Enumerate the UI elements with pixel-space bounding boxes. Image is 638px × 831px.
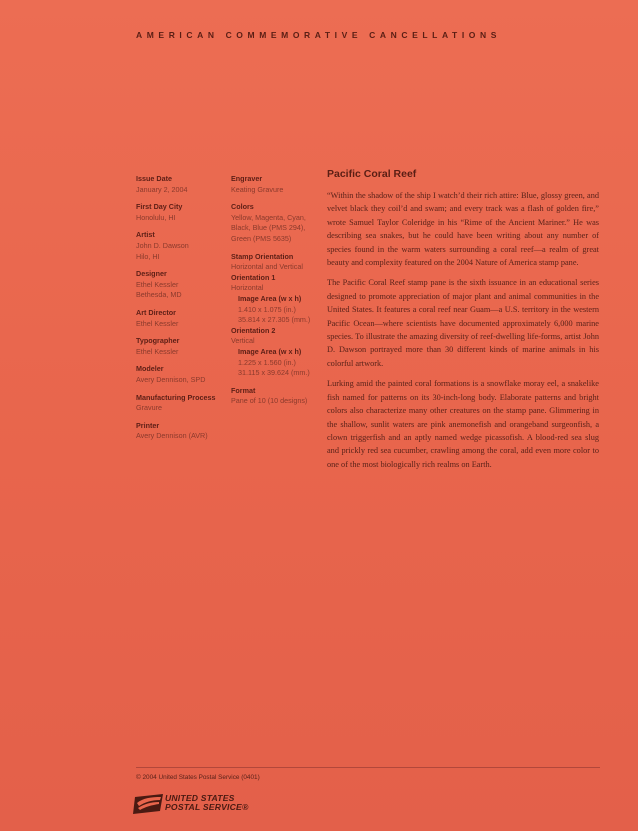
orientation-2-label: Orientation 2 [231,325,276,335]
usps-line-2: POSTAL SERVICE® [165,802,249,812]
first-day-city-value: Honolulu, HI [136,212,176,222]
usps-line-1: UNITED STATES [165,793,235,803]
first-day-city-label: First Day City [136,202,183,212]
typographer-value: Ethel Kessler [136,346,179,356]
info-column-2 [231,174,321,414]
colors-line-2: Black, Blue (PMS 294), [231,223,306,233]
orientation-2-image-area-in: 1.225 x 1.560 (in.) [238,357,296,367]
orientation-2-value: Vertical [231,336,255,346]
issue-date-block [136,174,228,195]
art-director-block [136,308,228,329]
stamp-orientation-value: Horizontal and Vertical [231,262,303,272]
designer-label: Designer [136,269,167,279]
colors-line-3: Green (PMS 5635) [231,233,292,243]
artist-name: John D. Dawson [136,240,189,250]
orientation-2-image-area-label: Image Area (w x h) [238,346,302,356]
engraver-value: Keating Gravure [231,184,284,194]
series-title: AMERICAN COMMEMORATIVE CANCELLATIONS [136,30,502,40]
orientation-1-image-area-label: Image Area (w x h) [238,293,302,303]
format-label: Format [231,385,256,395]
orientation-1-image-area-in: 1.410 x 1.075 (in.) [238,304,296,314]
issue-date-label: Issue Date [136,174,172,183]
issue-date-value: January 2, 2004 [136,184,188,194]
article [327,168,599,478]
stamp-orientation-label: Stamp Orientation [231,251,294,261]
designer-location: Bethesda, MD [136,290,182,300]
orientation-1-image-area-mm: 35.814 x 27.305 (mm.) [238,315,311,325]
artist-label: Artist [136,230,155,240]
format-value: Pane of 10 (10 designs) [231,396,308,406]
first-day-city-block [136,202,228,223]
artist-location: Hilo, HI [136,251,160,261]
designer-block [136,269,228,301]
art-director-label: Art Director [136,307,176,317]
typographer-block [136,336,228,357]
printer-value: Avery Dennison (AVR) [136,431,208,441]
footer-divider [136,767,600,768]
article-paragraph: “Within the shadow of the ship I watch’d their rich attire: Blue, glossy green, and velvet black they coil’d and swam; and every track was a flash of golden fire,” wrote Samuel Taylor Coleridge in his “Rime of the Ancient Mariner.” He was describing sea snakes, but he could have been writing about any number of species found in the warm waters surrounding a coral reef—a realm of great beauty and complexity featured on the 2004 Nature of America stamp pane. [327,191,599,268]
usps-wordmark [165,794,249,812]
colors-label: Colors [231,202,254,212]
article-paragraph: Lurking amid the painted coral formations is a snowflake moray eel, a snakelike fish named for patterns on its 30-inch-long body. Elaborate patterns and bright colors also characterize many other creatures on the stamp pane. Glimmering in the shallow, sunlit waters are pink anemonefish and orangeband surgeonfish, a clown triggerfish and an aptly named wedge picassofish. A blood-red sea slug and prickly red sea cucumber, crawling among the coral, add even more color to one of the most biologically rich realms on Earth. [327,379,599,469]
orientation-1-label: Orientation 1 [231,272,276,282]
info-column-1 [136,174,228,449]
article-paragraph: The Pacific Coral Reef stamp pane is the sixth issuance in an educational series designed to promote appreciation of major plant and animal communities in the United States. It features a coral reef near Guam—a U.S. territory in the western Pacific Ocean—where scientists have documented approximately 6,000 marine species. To illustrate the amazing diversity of reef-dwelling life-forms, artist John D. Dawson portrayed more than 30 different kinds of marine animals in his colorful artwork. [327,278,599,368]
article-title: Pacific Coral Reef [327,168,417,180]
art-director-value: Ethel Kessler [136,318,179,328]
copyright-notice: © 2004 United States Postal Service (0401) [136,774,260,781]
manufacturing-process-block [136,393,228,414]
stamp-orientation-block [231,252,321,379]
orientation-2-image-area-mm: 31.115 x 39.624 (mm.) [238,368,310,378]
artist-block [136,230,228,262]
modeler-value: Avery Dennison, SPD [136,374,206,384]
orientation-1-value: Horizontal [231,283,264,293]
engraver-block [231,174,321,195]
colors-line-1: Yellow, Magenta, Cyan, [231,212,306,222]
printer-label: Printer [136,420,160,430]
engraver-label: Engraver [231,174,263,183]
modeler-block [136,364,228,385]
colors-block [231,202,321,244]
printer-block [136,421,228,442]
manufacturing-process-value: Gravure [136,403,162,413]
manufacturing-process-label: Manufacturing Process [136,392,216,402]
format-block [231,386,321,407]
designer-name: Ethel Kessler [136,279,179,289]
typographer-label: Typographer [136,336,180,346]
modeler-label: Modeler [136,364,164,374]
